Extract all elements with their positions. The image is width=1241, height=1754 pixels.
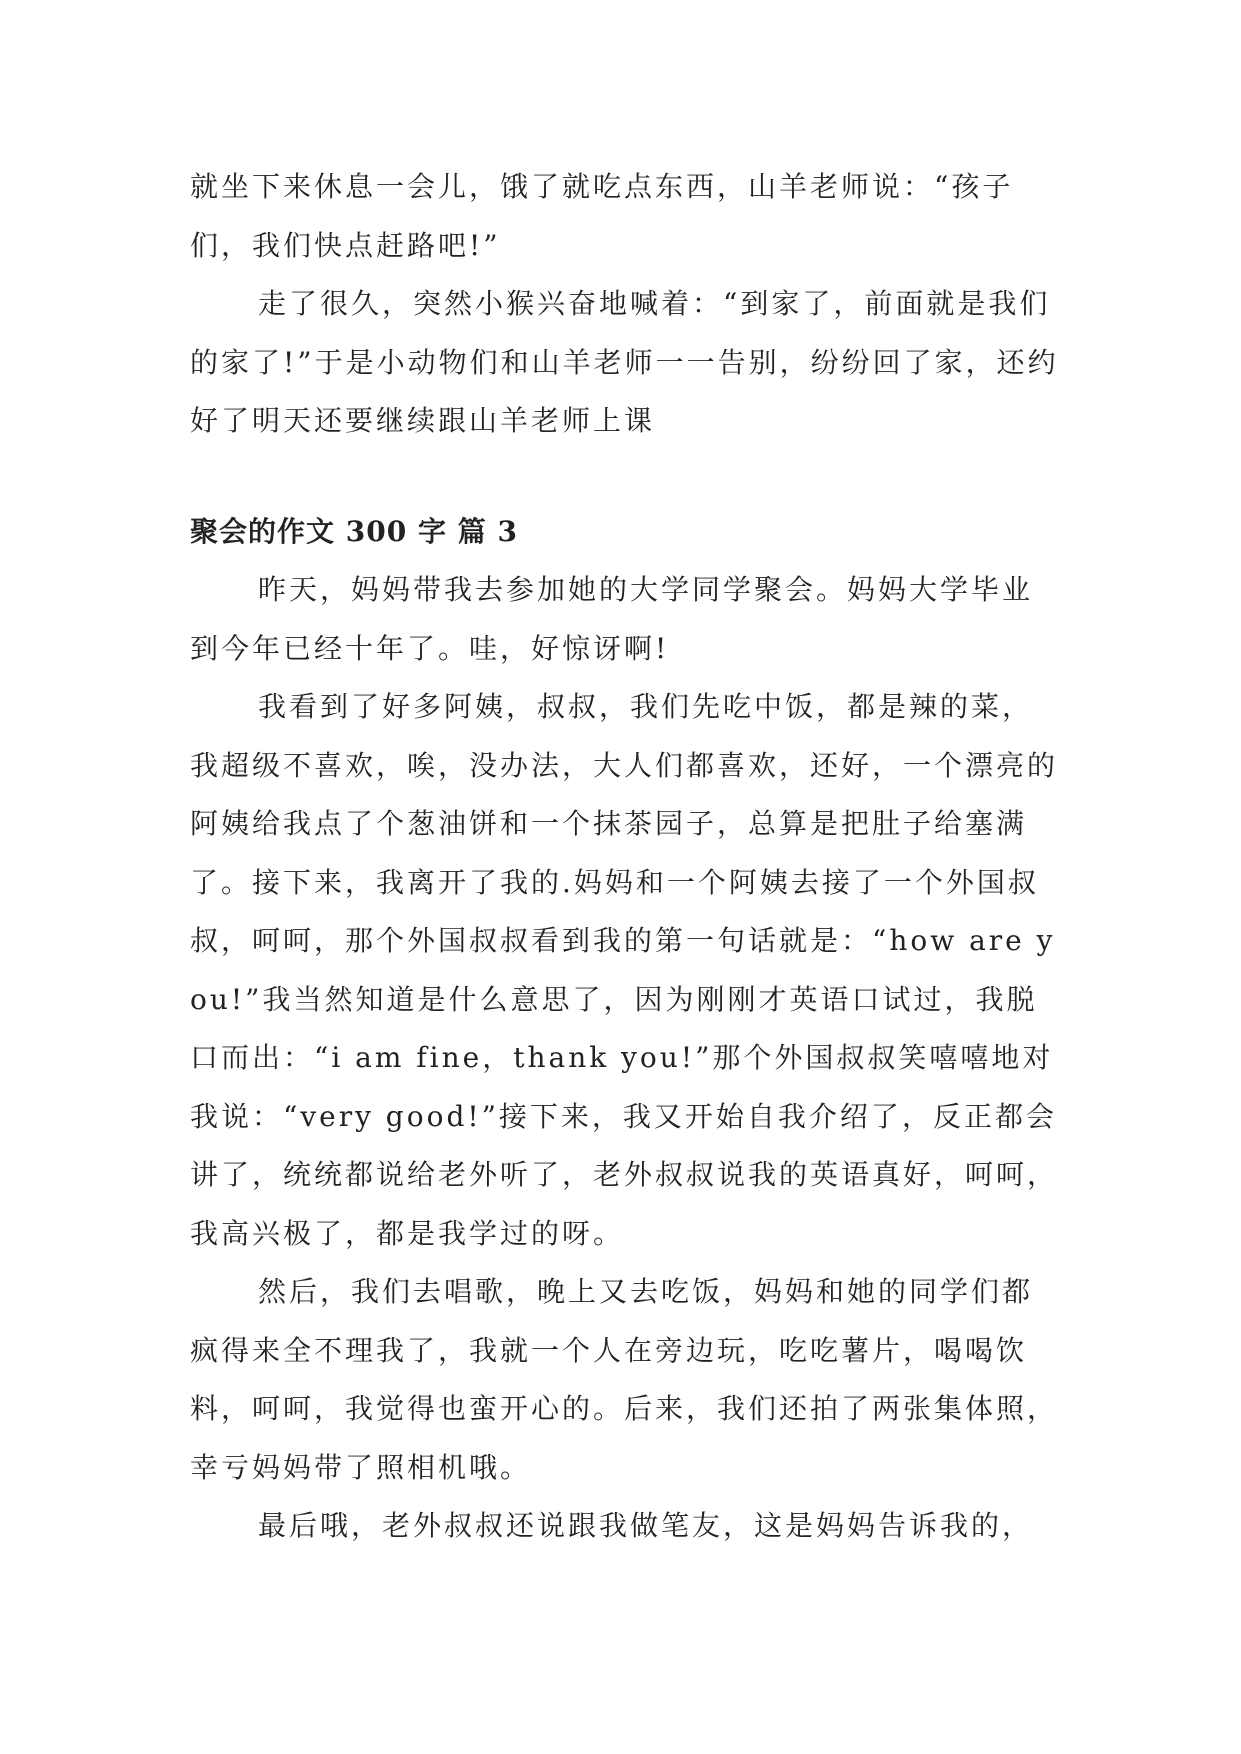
section-heading: 聚会的作文 300 字 篇 3	[190, 514, 518, 548]
paragraph-continuation: 就坐下来休息一会儿，饿了就吃点东西，山羊老师说：“孩子们，我们快点赶路吧!”	[190, 170, 1014, 262]
document-body	[190, 158, 1060, 1556]
paragraph-pen-pal: 最后哦，老外叔叔还说跟我做笔友，这是妈妈告诉我的，	[258, 1509, 1034, 1542]
paragraph-singing-dinner: 然后，我们去唱歌，晚上又去吃饭，妈妈和她的同学们都疯得来全不理我了，我就一个人在旁边玩，吃吃薯片，喝喝饮料，呵呵，我觉得也蛮开心的。后来，我们还拍了两张集体照，幸亏妈妈带了照相机哦。	[190, 1275, 1059, 1484]
paragraph-reunion-intro: 昨天，妈妈带我去参加她的大学同学聚会。妈妈大学毕业到今年已经十年了。哇，好惊讶啊!	[190, 573, 1034, 665]
paragraph-lunch-and-foreigner: 我看到了好多阿姨，叔叔，我们先吃中饭，都是辣的菜，我超级不喜欢，唉，没办法，大人们都喜欢，还好，一个漂亮的阿姨给我点了个葱油饼和一个抹茶园子，总算是把肚子给塞满了。接下来，我离开了我的.妈妈和一个阿姨去接了一个外国叔叔，呵呵，那个外国叔叔看到我的第一句话就是：“how are you!”我当然知道是什么意思了，因为刚刚才英语口试过，我脱口而出：“i am fine，thank you!”那个外国叔叔笑嘻嘻地对我说：“very good!”接下来，我又开始自我介绍了，反正都会讲了，统统都说给老外听了，老外叔叔说我的英语真好，呵呵，我高兴极了，都是我学过的呀。	[190, 690, 1059, 1250]
paragraph-arrival-home: 走了很久，突然小猴兴奋地喊着：“到家了，前面就是我们的家了!”于是小动物们和山羊老师一一告别，纷纷回了家，还约好了明天还要继续跟山羊老师上课	[190, 287, 1059, 437]
